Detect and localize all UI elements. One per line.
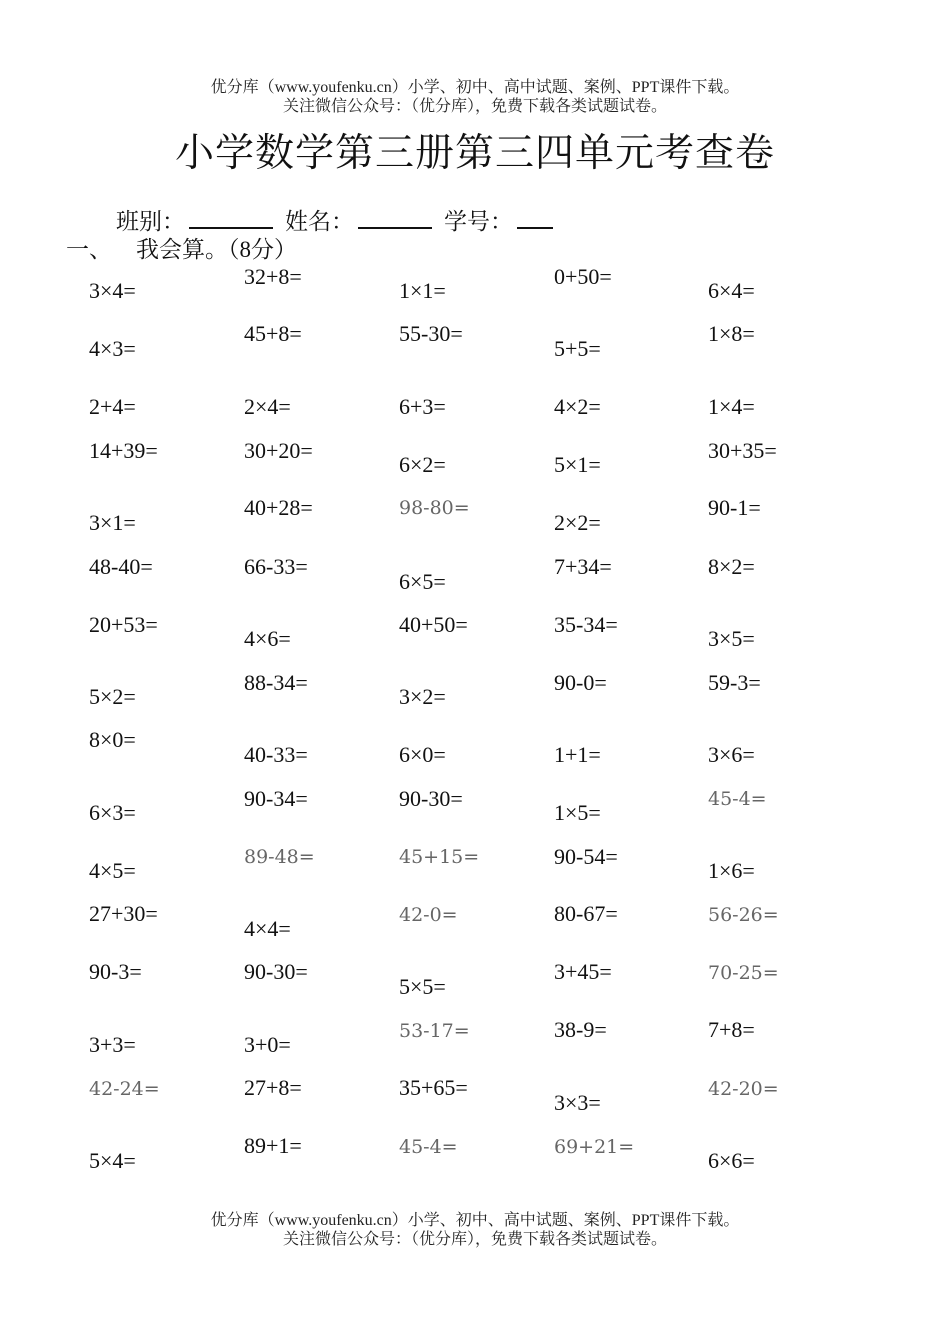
math-problem: 89+1= <box>244 1133 302 1158</box>
class-label: 班别： <box>116 209 185 234</box>
math-problem: 53-17= <box>399 1020 470 1042</box>
math-problem: 40-33= <box>244 742 308 767</box>
math-problem: 4×3= <box>89 336 136 361</box>
math-problem: 6×2= <box>399 452 446 477</box>
header-notice-line1: 优分库（www.youfenku.cn）小学、初中、高中试题、案例、PPT课件下载。 <box>210 79 740 96</box>
math-problem: 6+3= <box>399 394 446 419</box>
page-title: 小学数学第三册第三四单元考查卷 <box>174 132 775 175</box>
math-problem: 8×0= <box>89 727 136 752</box>
math-problem: 80-67= <box>554 901 618 926</box>
section-heading <box>66 231 297 264</box>
math-problem: 3×5= <box>708 626 755 651</box>
math-problem: 2+4= <box>89 394 136 419</box>
footer-notice-line2: 关注微信公众号：（优分库），免费下载各类试题试卷。 <box>282 1231 667 1248</box>
math-problem: 3+45= <box>554 959 612 984</box>
number-blank[interactable] <box>517 207 553 229</box>
math-problem: 2×4= <box>244 394 291 419</box>
math-problem: 27+30= <box>89 901 158 926</box>
math-problem: 40+28= <box>244 495 313 520</box>
math-problem: 90-54= <box>554 844 618 869</box>
math-problem: 27+8= <box>244 1075 302 1100</box>
math-problem: 30+35= <box>708 438 777 463</box>
math-problem: 3×6= <box>708 742 755 767</box>
number-label: 学号： <box>444 209 513 234</box>
math-problem: 55-30= <box>399 321 463 346</box>
math-problem: 3×3= <box>554 1090 601 1115</box>
name-label: 姓名： <box>285 209 354 234</box>
math-problem: 1×6= <box>708 858 755 883</box>
math-problem: 40+50= <box>399 612 468 637</box>
header-notice-line2: 关注微信公众号：（优分库），免费下载各类试题试卷。 <box>282 98 667 115</box>
math-problem: 14+39= <box>89 438 158 463</box>
math-problem: 38-9= <box>554 1017 607 1042</box>
math-problem: 4×2= <box>554 394 601 419</box>
class-blank[interactable] <box>189 207 273 229</box>
math-problem: 1×8= <box>708 321 755 346</box>
math-problem: 42-20= <box>708 1078 779 1100</box>
math-problem: 90-30= <box>244 959 308 984</box>
math-problem: 90-34= <box>244 786 308 811</box>
math-problem: 1×1= <box>399 278 446 303</box>
math-problem: 32+8= <box>244 264 302 289</box>
math-problem: 98-80= <box>399 497 470 519</box>
footer-notice <box>0 1211 950 1249</box>
math-problem: 3×1= <box>89 510 136 535</box>
math-problem: 45+8= <box>244 321 302 346</box>
math-problem: 4×4= <box>244 916 291 941</box>
math-problem: 90-0= <box>554 670 607 695</box>
header-notice <box>0 78 950 116</box>
math-problem: 88-34= <box>244 670 308 695</box>
math-problem: 89-48= <box>244 846 315 868</box>
math-problem: 90-30= <box>399 786 463 811</box>
math-problem: 5+5= <box>554 336 601 361</box>
math-problem: 1×4= <box>708 394 755 419</box>
math-problem: 4×6= <box>244 626 291 651</box>
math-problem: 42-24= <box>89 1078 160 1100</box>
math-problem: 20+53= <box>89 612 158 637</box>
math-problem: 1+1= <box>554 742 601 767</box>
math-problem: 5×4= <box>89 1148 136 1173</box>
math-problem: 6×5= <box>399 569 446 594</box>
math-problem: 5×1= <box>554 452 601 477</box>
section-number: 一、 <box>66 237 112 262</box>
math-problem: 6×4= <box>708 278 755 303</box>
math-problem: 4×5= <box>89 858 136 883</box>
math-problem: 90-3= <box>89 959 142 984</box>
math-problem: 3×2= <box>399 684 446 709</box>
math-problem: 35-34= <box>554 612 618 637</box>
math-problem: 5×5= <box>399 974 446 999</box>
math-problem: 90-1= <box>708 495 761 520</box>
math-problem: 66-33= <box>244 554 308 579</box>
math-problem: 3×4= <box>89 278 136 303</box>
math-problem: 1×5= <box>554 800 601 825</box>
footer-notice-line1: 优分库（www.youfenku.cn）小学、初中、高中试题、案例、PPT课件下载。 <box>210 1212 740 1229</box>
math-problem: 59-3= <box>708 670 761 695</box>
math-problem: 45+15= <box>399 846 480 868</box>
math-problem: 30+20= <box>244 438 313 463</box>
math-problem: 45-4= <box>708 788 767 810</box>
math-problem: 48-40= <box>89 554 153 579</box>
math-problem: 0+50= <box>554 264 612 289</box>
math-problem: 6×3= <box>89 800 136 825</box>
math-problem: 2×2= <box>554 510 601 535</box>
math-problem: 45-4= <box>399 1136 458 1158</box>
math-problem: 7+34= <box>554 554 612 579</box>
math-problem: 6×0= <box>399 742 446 767</box>
math-problem: 35+65= <box>399 1075 468 1100</box>
name-blank[interactable] <box>358 207 432 229</box>
math-problem: 8×2= <box>708 554 755 579</box>
math-problem: 6×6= <box>708 1148 755 1173</box>
math-problem: 7+8= <box>708 1017 755 1042</box>
math-problem: 69+21= <box>554 1136 635 1158</box>
math-problem: 3+3= <box>89 1032 136 1057</box>
math-problem: 42-0= <box>399 904 458 926</box>
math-problem: 5×2= <box>89 684 136 709</box>
math-problem: 3+0= <box>244 1032 291 1057</box>
math-problem: 56-26= <box>708 904 779 926</box>
math-problem: 70-25= <box>708 962 779 984</box>
section-title: 我会算。（8分） <box>136 237 297 262</box>
